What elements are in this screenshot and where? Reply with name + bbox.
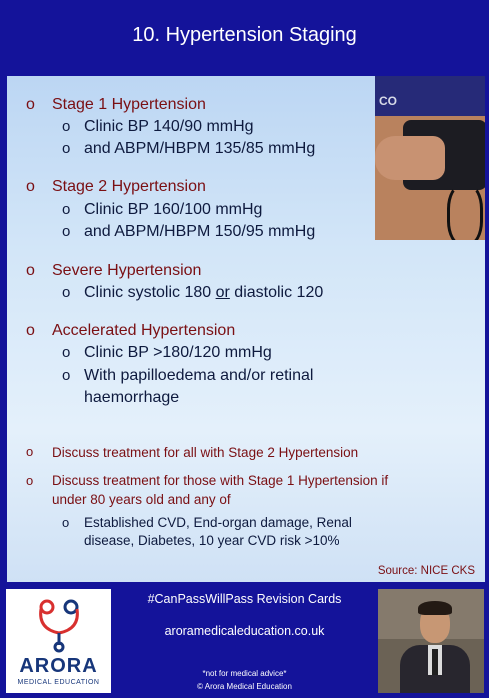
severe-item-after: diastolic 120 xyxy=(229,284,324,301)
accelerated-item: haemorrhage xyxy=(84,389,180,406)
footer-website: aroramedicaleducation.co.uk xyxy=(164,624,325,638)
bullet-icon: o xyxy=(62,515,70,530)
stage1-heading: Stage 1 Hypertension xyxy=(52,96,206,113)
bullet-icon: o xyxy=(26,473,34,488)
logo-brand: ARORA xyxy=(19,655,98,677)
severe-item-before: Clinic systolic 180 xyxy=(84,284,216,301)
photo-sleeve-text: CO xyxy=(379,94,397,108)
bullet-icon: o xyxy=(26,178,35,195)
stage2-item: Clinic BP 160/100 mmHg xyxy=(84,201,263,218)
severe-heading: Severe Hypertension xyxy=(52,262,202,279)
blood-pressure-photo xyxy=(375,76,485,240)
note-sub-line1: Established CVD, End-organ damage, Renal xyxy=(84,515,352,530)
bullet-icon: o xyxy=(62,223,71,240)
bullet-icon: o xyxy=(62,118,71,135)
bullet-icon: o xyxy=(62,140,71,157)
bullet-icon: o xyxy=(62,201,71,218)
note-stage1-line2: under 80 years old and any of xyxy=(52,492,231,507)
bullet-icon: o xyxy=(62,344,71,361)
accelerated-heading: Accelerated Hypertension xyxy=(52,322,236,339)
logo-subtitle: MEDICAL EDUCATION xyxy=(17,679,100,686)
presenter-photo xyxy=(378,589,484,693)
severe-item-or: or xyxy=(215,284,230,301)
severe-item xyxy=(84,284,323,302)
stage2-heading: Stage 2 Hypertension xyxy=(52,178,206,195)
accelerated-item: Clinic BP >180/120 mmHg xyxy=(84,344,272,361)
note-stage2: Discuss treatment for all with Stage 2 Hypertension xyxy=(52,445,359,460)
stage1-item: Clinic BP 140/90 mmHg xyxy=(84,118,254,135)
bullet-icon: o xyxy=(26,322,35,339)
bullet-icon: o xyxy=(26,262,35,279)
bullet-icon: o xyxy=(62,284,71,301)
stage1-item: and ABPM/HBPM 135/85 mmHg xyxy=(84,140,316,157)
accelerated-item: With papilloedema and/or retinal xyxy=(84,367,314,384)
note-sub-line2: disease, Diabetes, 10 year CVD risk >10% xyxy=(84,533,340,548)
card-title: 10. Hypertension Staging xyxy=(132,24,357,46)
note-stage1-line1: Discuss treatment for those with Stage 1 Hypertension if xyxy=(52,473,389,488)
bullet-icon: o xyxy=(26,96,35,113)
footer-disclaimer: *not for medical advice* xyxy=(202,669,287,678)
stage2-item: and ABPM/HBPM 150/95 mmHg xyxy=(84,223,316,240)
bullet-icon: o xyxy=(62,367,71,384)
source-citation: Source: NICE CKS xyxy=(377,565,475,577)
bullet-icon: o xyxy=(26,444,34,459)
footer-hashtag: #CanPassWillPass Revision Cards xyxy=(147,592,342,606)
footer-copyright: © Arora Medical Education xyxy=(197,682,292,691)
